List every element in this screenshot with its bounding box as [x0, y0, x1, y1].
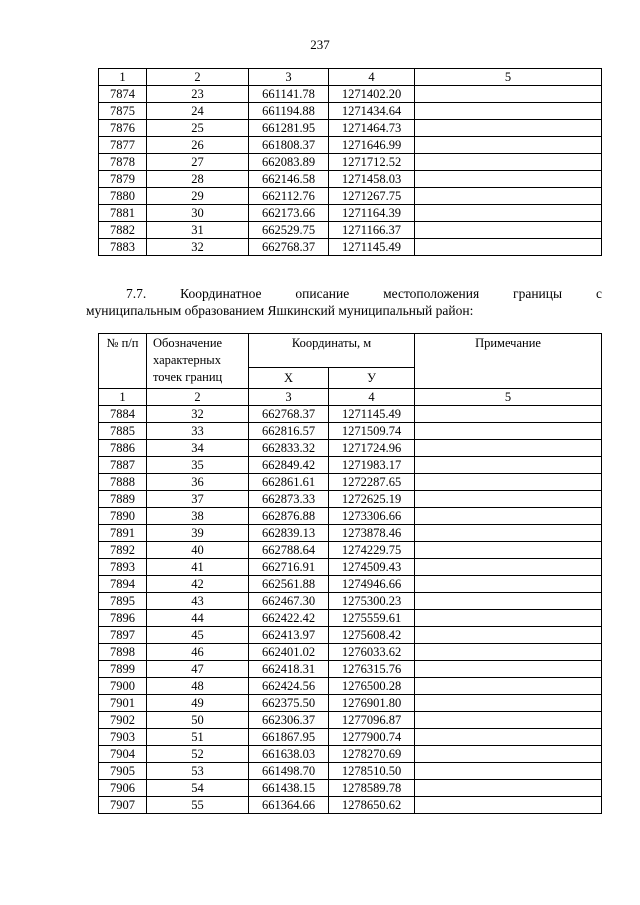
y-coordinate-cell: 1271646.99: [329, 137, 415, 154]
x-coordinate-cell: 662529.75: [249, 222, 329, 239]
table-row: [99, 86, 602, 103]
designation-cell: 37: [147, 491, 249, 508]
section-number: 7.7.: [126, 286, 147, 301]
x-coordinate-cell: 662173.66: [249, 205, 329, 222]
table-row: [99, 695, 602, 712]
x-coordinate-cell: 662418.31: [249, 661, 329, 678]
designation-cell: 52: [147, 746, 249, 763]
note-cell: [415, 644, 602, 661]
index-cell: 2: [147, 389, 249, 406]
table-row: [99, 763, 602, 780]
boundary-coordinates-table: [98, 333, 602, 814]
coordinates-table-continued: [98, 68, 602, 256]
table-row: [99, 154, 602, 171]
designation-cell: 42: [147, 576, 249, 593]
point-number-cell: 7875: [99, 103, 147, 120]
designation-cell: 26: [147, 137, 249, 154]
designation-cell: 55: [147, 797, 249, 814]
designation-cell: 54: [147, 780, 249, 797]
point-number-cell: 7877: [99, 137, 147, 154]
point-number-cell: 7901: [99, 695, 147, 712]
x-coordinate-cell: 662561.88: [249, 576, 329, 593]
x-coordinate-cell: 662375.50: [249, 695, 329, 712]
table-row: [99, 120, 602, 137]
x-coordinate-cell: 661638.03: [249, 746, 329, 763]
designation-cell: 47: [147, 661, 249, 678]
y-coordinate-cell: 1271145.49: [329, 406, 415, 423]
note-cell: [415, 627, 602, 644]
note-cell: [415, 576, 602, 593]
y-coordinate-cell: 1278589.78: [329, 780, 415, 797]
x-coordinate-cell: 662876.88: [249, 508, 329, 525]
x-coordinate-cell: 662401.02: [249, 644, 329, 661]
note-cell: [415, 222, 602, 239]
index-cell: 5: [415, 69, 602, 86]
note-cell: [415, 154, 602, 171]
designation-cell: 36: [147, 474, 249, 491]
x-coordinate-cell: 662424.56: [249, 678, 329, 695]
y-coordinate-cell: 1273878.46: [329, 525, 415, 542]
column-header-coordinates: Координаты, м: [249, 334, 415, 368]
y-coordinate-cell: 1275559.61: [329, 610, 415, 627]
y-coordinate-cell: 1278650.62: [329, 797, 415, 814]
note-cell: [415, 86, 602, 103]
section-heading-line2: муниципальным образованием Яшкинский муниципальный район:: [86, 303, 474, 318]
table-row: [99, 729, 602, 746]
designation-cell: 34: [147, 440, 249, 457]
table-row: [99, 678, 602, 695]
section-heading: [86, 285, 602, 319]
x-coordinate-cell: 661498.70: [249, 763, 329, 780]
designation-cell: 32: [147, 406, 249, 423]
x-coordinate-cell: 662112.76: [249, 188, 329, 205]
table-row: [99, 474, 602, 491]
note-cell: [415, 474, 602, 491]
designation-cell: 40: [147, 542, 249, 559]
table-row: [99, 239, 602, 256]
section-heading-line1: [86, 285, 602, 302]
point-number-cell: 7903: [99, 729, 147, 746]
note-cell: [415, 712, 602, 729]
x-coordinate-cell: 661808.37: [249, 137, 329, 154]
table-row: [99, 103, 602, 120]
x-coordinate-cell: 662833.32: [249, 440, 329, 457]
designation-cell: 53: [147, 763, 249, 780]
y-coordinate-cell: 1276033.62: [329, 644, 415, 661]
point-number-cell: 7902: [99, 712, 147, 729]
y-coordinate-cell: 1271464.73: [329, 120, 415, 137]
page-number: 237: [310, 37, 330, 52]
x-coordinate-cell: 662716.91: [249, 559, 329, 576]
y-coordinate-cell: 1271458.03: [329, 171, 415, 188]
point-number-cell: 7887: [99, 457, 147, 474]
index-cell: 4: [329, 389, 415, 406]
designation-cell: 33: [147, 423, 249, 440]
note-cell: [415, 763, 602, 780]
x-coordinate-cell: 662816.57: [249, 423, 329, 440]
table-row: [99, 559, 602, 576]
y-coordinate-cell: 1278270.69: [329, 746, 415, 763]
designation-cell: 39: [147, 525, 249, 542]
heading-word: границы: [513, 286, 563, 301]
table-row: [99, 797, 602, 814]
x-coordinate-cell: 662768.37: [249, 239, 329, 256]
designation-cell: 32: [147, 239, 249, 256]
note-cell: [415, 239, 602, 256]
designation-cell: 44: [147, 610, 249, 627]
table-row: [99, 627, 602, 644]
point-number-cell: 7885: [99, 423, 147, 440]
designation-cell: 49: [147, 695, 249, 712]
designation-cell: 24: [147, 103, 249, 120]
table-row: [99, 423, 602, 440]
index-cell: 4: [329, 69, 415, 86]
x-coordinate-cell: 661141.78: [249, 86, 329, 103]
heading-word: местоположения: [383, 286, 480, 301]
designation-cell: 50: [147, 712, 249, 729]
y-coordinate-cell: 1275300.23: [329, 593, 415, 610]
note-cell: [415, 593, 602, 610]
note-cell: [415, 746, 602, 763]
x-coordinate-cell: 662083.89: [249, 154, 329, 171]
point-number-cell: 7896: [99, 610, 147, 627]
note-cell: [415, 797, 602, 814]
y-coordinate-cell: 1274509.43: [329, 559, 415, 576]
x-coordinate-cell: 662788.64: [249, 542, 329, 559]
x-coordinate-cell: 662422.42: [249, 610, 329, 627]
table1-body: [99, 69, 602, 256]
point-number-cell: 7883: [99, 239, 147, 256]
x-coordinate-cell: 662873.33: [249, 491, 329, 508]
table-row: [99, 576, 602, 593]
designation-cell: 43: [147, 593, 249, 610]
note-cell: [415, 542, 602, 559]
x-coordinate-cell: 662849.42: [249, 457, 329, 474]
note-cell: [415, 171, 602, 188]
y-coordinate-cell: 1273306.66: [329, 508, 415, 525]
y-coordinate-cell: 1271434.64: [329, 103, 415, 120]
designation-cell: 41: [147, 559, 249, 576]
x-coordinate-cell: 661438.15: [249, 780, 329, 797]
note-cell: [415, 457, 602, 474]
point-number-cell: 7881: [99, 205, 147, 222]
note-cell: [415, 678, 602, 695]
point-number-cell: 7876: [99, 120, 147, 137]
point-number-cell: 7880: [99, 188, 147, 205]
x-coordinate-cell: 662146.58: [249, 171, 329, 188]
y-coordinate-cell: 1271509.74: [329, 423, 415, 440]
table2-index-row: [99, 389, 602, 406]
y-coordinate-cell: 1271164.39: [329, 205, 415, 222]
index-cell: 3: [249, 389, 329, 406]
index-cell: 5: [415, 389, 602, 406]
table-row: [99, 525, 602, 542]
table-row: [99, 508, 602, 525]
note-cell: [415, 610, 602, 627]
table1-index-row: [99, 69, 602, 86]
point-number-cell: 7890: [99, 508, 147, 525]
table-row: [99, 222, 602, 239]
x-coordinate-cell: 662839.13: [249, 525, 329, 542]
point-number-cell: 7878: [99, 154, 147, 171]
point-number-cell: 7889: [99, 491, 147, 508]
designation-cell: 31: [147, 222, 249, 239]
designation-cell: 27: [147, 154, 249, 171]
y-coordinate-cell: 1271402.20: [329, 86, 415, 103]
y-coordinate-cell: 1274229.75: [329, 542, 415, 559]
table-row: [99, 440, 602, 457]
point-number-cell: 7891: [99, 525, 147, 542]
designation-cell: 30: [147, 205, 249, 222]
index-cell: 1: [99, 69, 147, 86]
note-cell: [415, 661, 602, 678]
heading-word: описание: [295, 286, 350, 301]
note-cell: [415, 525, 602, 542]
point-number-cell: 7879: [99, 171, 147, 188]
column-header-note: Примечание: [415, 334, 602, 389]
designation-cell: 51: [147, 729, 249, 746]
table-row: [99, 457, 602, 474]
point-number-cell: 7907: [99, 797, 147, 814]
point-number-cell: 7899: [99, 661, 147, 678]
y-coordinate-cell: 1271145.49: [329, 239, 415, 256]
y-coordinate-cell: 1272625.19: [329, 491, 415, 508]
y-coordinate-cell: 1278510.50: [329, 763, 415, 780]
table-row: [99, 491, 602, 508]
note-cell: [415, 491, 602, 508]
x-coordinate-cell: 662861.61: [249, 474, 329, 491]
x-coordinate-cell: 662413.97: [249, 627, 329, 644]
designation-cell: 46: [147, 644, 249, 661]
index-cell: 3: [249, 69, 329, 86]
note-cell: [415, 729, 602, 746]
note-cell: [415, 559, 602, 576]
table-row: [99, 644, 602, 661]
table-row: [99, 171, 602, 188]
note-cell: [415, 205, 602, 222]
note-cell: [415, 423, 602, 440]
y-coordinate-cell: 1271983.17: [329, 457, 415, 474]
y-coordinate-cell: 1277900.74: [329, 729, 415, 746]
point-number-cell: 7892: [99, 542, 147, 559]
heading-word: Координатное: [180, 286, 262, 301]
x-coordinate-cell: 662768.37: [249, 406, 329, 423]
designation-cell: 23: [147, 86, 249, 103]
designation-cell: 35: [147, 457, 249, 474]
point-number-cell: 7904: [99, 746, 147, 763]
y-coordinate-cell: 1271724.96: [329, 440, 415, 457]
y-coordinate-cell: 1276315.76: [329, 661, 415, 678]
table-row: [99, 661, 602, 678]
y-coordinate-cell: 1271712.52: [329, 154, 415, 171]
point-number-cell: 7897: [99, 627, 147, 644]
y-coordinate-cell: 1276500.28: [329, 678, 415, 695]
x-coordinate-cell: 662306.37: [249, 712, 329, 729]
x-coordinate-cell: 662467.30: [249, 593, 329, 610]
table-row: [99, 712, 602, 729]
point-number-cell: 7882: [99, 222, 147, 239]
point-number-cell: 7900: [99, 678, 147, 695]
note-cell: [415, 695, 602, 712]
designation-cell: 38: [147, 508, 249, 525]
note-cell: [415, 406, 602, 423]
point-number-cell: 7895: [99, 593, 147, 610]
y-coordinate-cell: 1276901.80: [329, 695, 415, 712]
designation-cell: 45: [147, 627, 249, 644]
note-cell: [415, 508, 602, 525]
y-coordinate-cell: 1272287.65: [329, 474, 415, 491]
index-cell: 1: [99, 389, 147, 406]
table-row: [99, 593, 602, 610]
note-cell: [415, 103, 602, 120]
column-header-x: X: [249, 368, 329, 389]
point-number-cell: 7894: [99, 576, 147, 593]
note-cell: [415, 440, 602, 457]
index-cell: 2: [147, 69, 249, 86]
y-coordinate-cell: 1271267.75: [329, 188, 415, 205]
heading-word: с: [595, 286, 602, 301]
designation-cell: 25: [147, 120, 249, 137]
column-header-number: № п/п: [99, 334, 147, 389]
note-cell: [415, 137, 602, 154]
point-number-cell: 7886: [99, 440, 147, 457]
x-coordinate-cell: 661194.88: [249, 103, 329, 120]
table-row: [99, 610, 602, 627]
y-coordinate-cell: 1274946.66: [329, 576, 415, 593]
table-row: [99, 780, 602, 797]
point-number-cell: 7874: [99, 86, 147, 103]
y-coordinate-cell: 1275608.42: [329, 627, 415, 644]
table-row: [99, 542, 602, 559]
point-number-cell: 7898: [99, 644, 147, 661]
y-coordinate-cell: 1277096.87: [329, 712, 415, 729]
point-number-cell: 7884: [99, 406, 147, 423]
designation-cell: 28: [147, 171, 249, 188]
table2-body: [99, 389, 602, 814]
note-cell: [415, 188, 602, 205]
x-coordinate-cell: 661281.95: [249, 120, 329, 137]
column-header-y: У: [329, 368, 415, 389]
x-coordinate-cell: 661867.95: [249, 729, 329, 746]
point-number-cell: 7893: [99, 559, 147, 576]
table2-header-row: [99, 334, 602, 368]
designation-cell: 48: [147, 678, 249, 695]
note-cell: [415, 120, 602, 137]
table2-header: [99, 334, 602, 389]
x-coordinate-cell: 661364.66: [249, 797, 329, 814]
point-number-cell: 7906: [99, 780, 147, 797]
y-coordinate-cell: 1271166.37: [329, 222, 415, 239]
column-header-designation: Обозначение характерных точек границ: [147, 334, 249, 389]
table-row: [99, 188, 602, 205]
table-row: [99, 406, 602, 423]
table-row: [99, 137, 602, 154]
table-row: [99, 205, 602, 222]
designation-cell: 29: [147, 188, 249, 205]
table-row: [99, 746, 602, 763]
point-number-cell: 7905: [99, 763, 147, 780]
point-number-cell: 7888: [99, 474, 147, 491]
note-cell: [415, 780, 602, 797]
